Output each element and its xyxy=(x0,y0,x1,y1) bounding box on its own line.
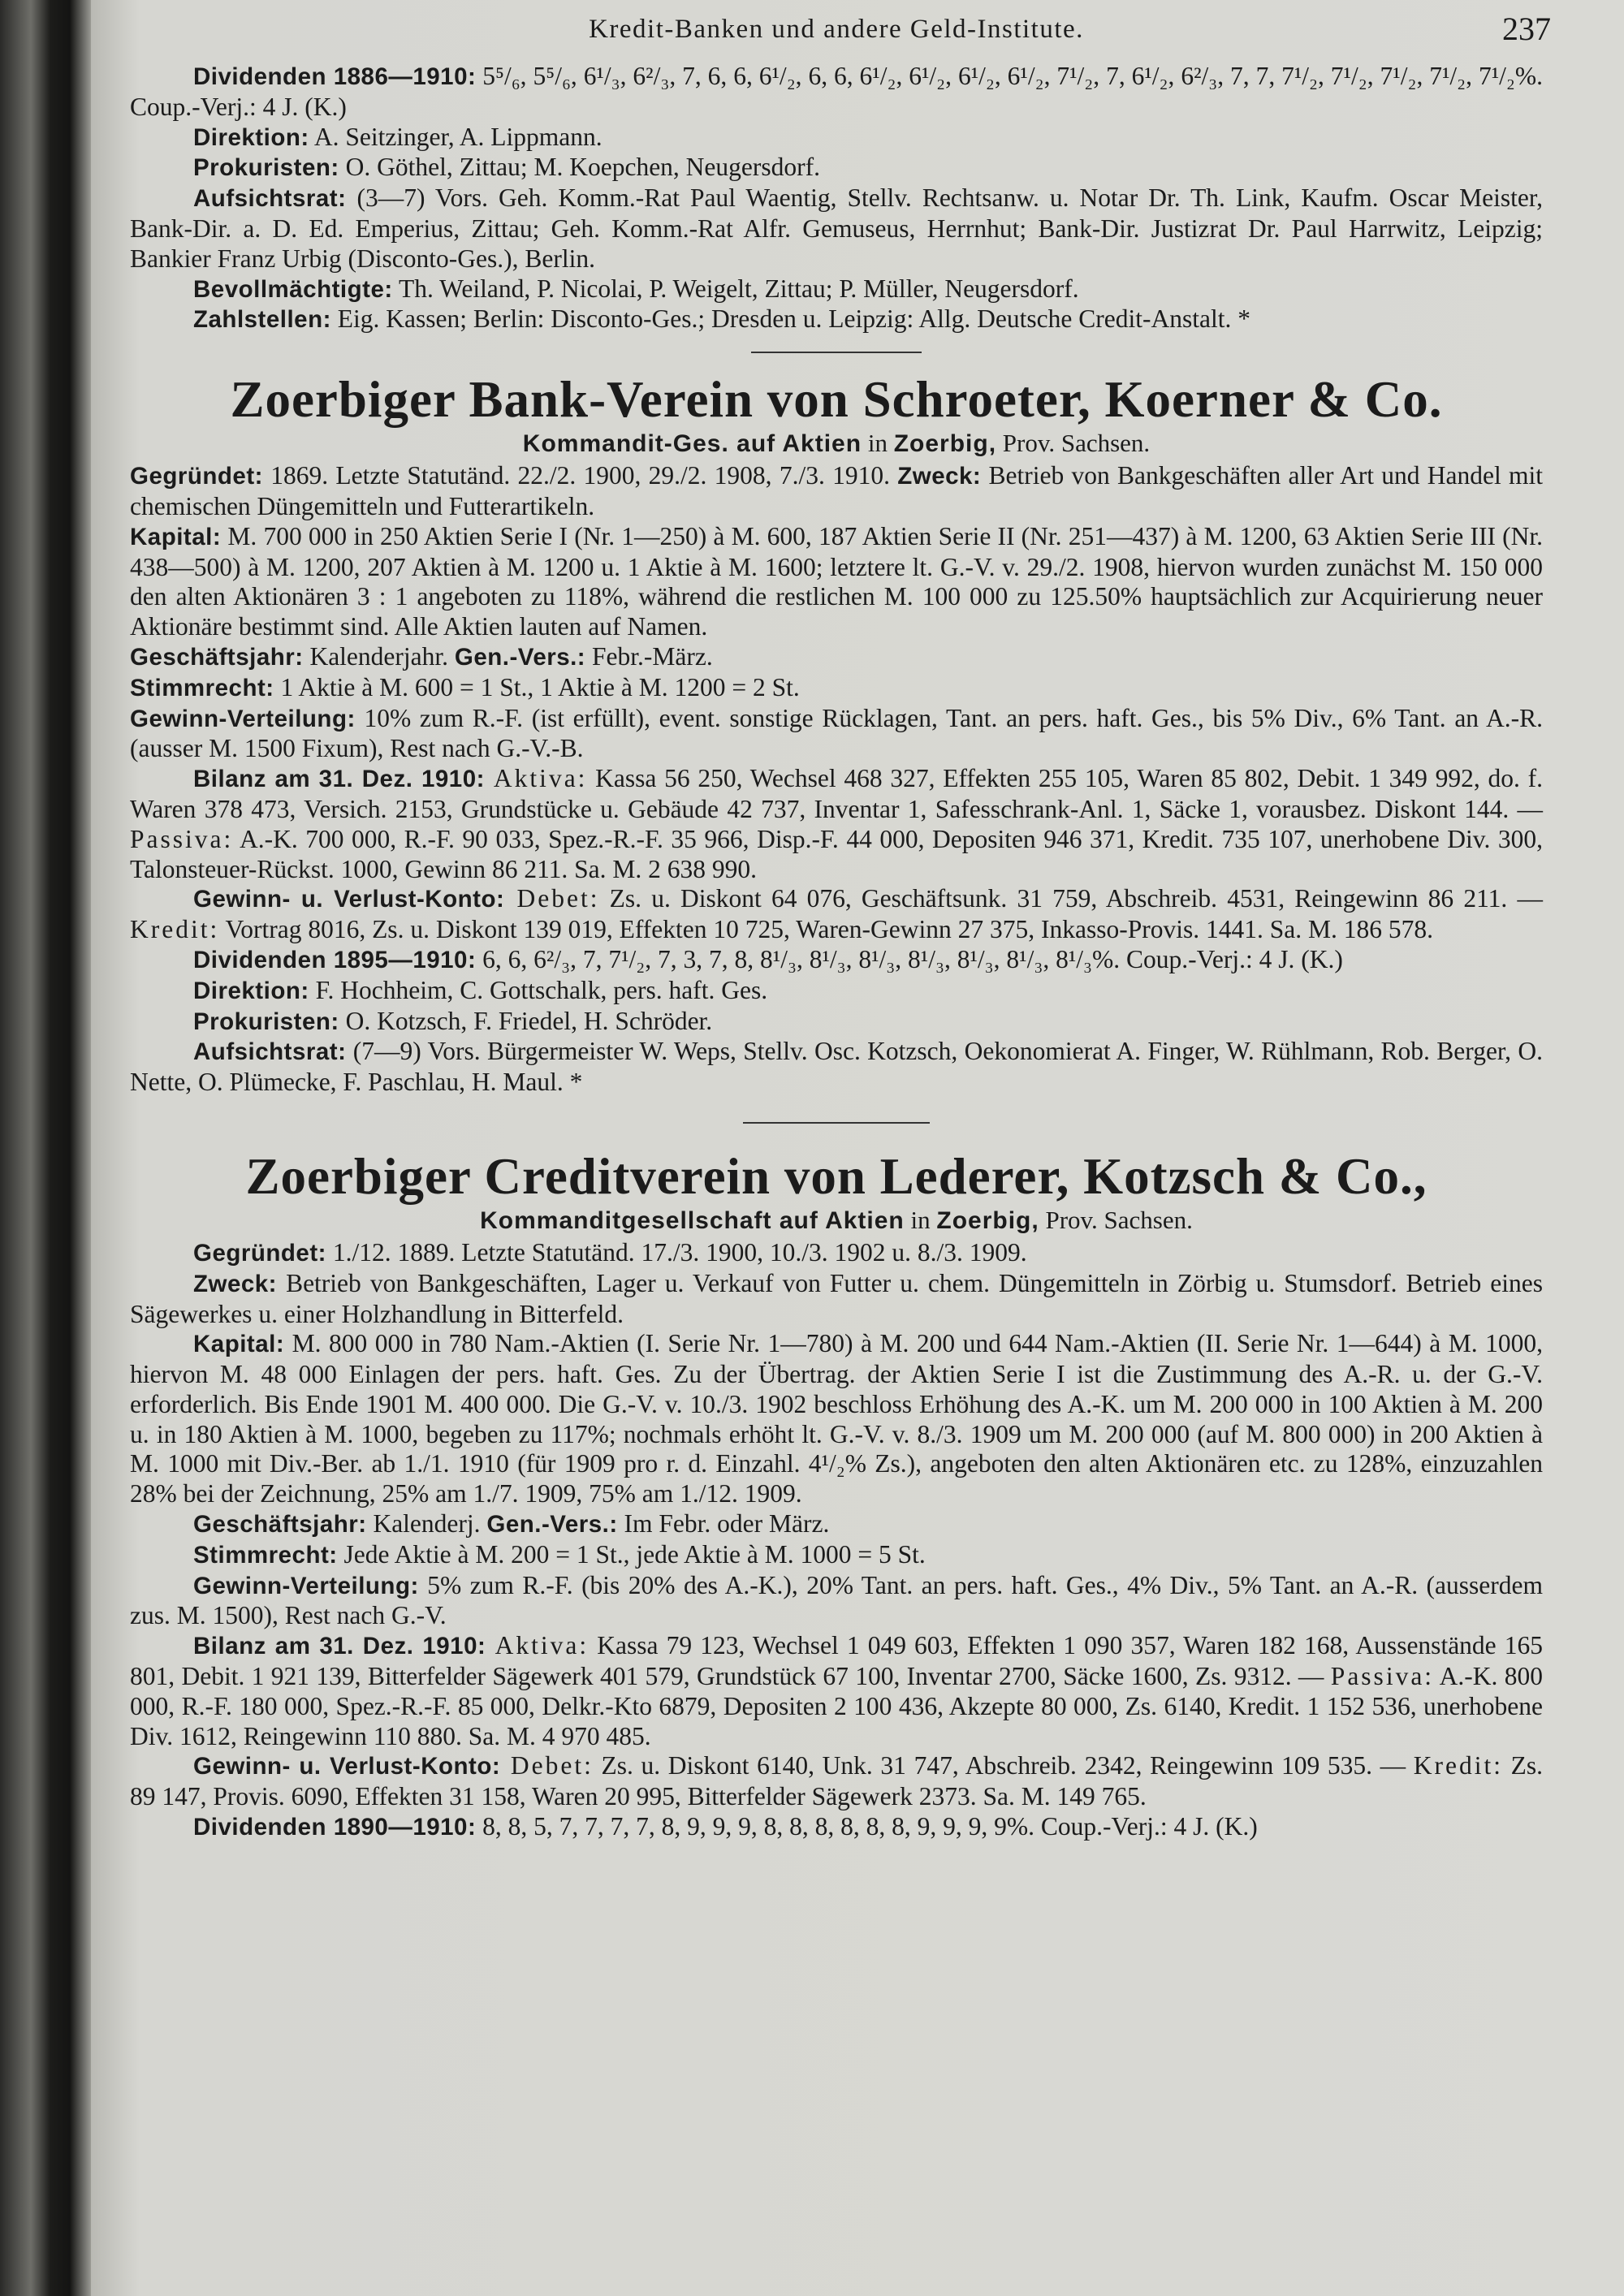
prev-zahlstellen-label: Zahlstellen: xyxy=(193,306,331,334)
passiva-word: Passiva: xyxy=(1330,1662,1435,1691)
kapital-text: M. 800 000 in 780 Nam.-Aktien (I. Serie Nr. 1—780) à M. 200 und 644 Nam.-Aktien (II. Serie Nr. 1—644) à M. 1000, hiervon M. 48 000 Einlagen der pers. haft. Ges. Zu der Übertrag. der Aktien Serie I ist die Zustimmung des A.-R. u. der G.-V. erforderlich. Bis Ende 1901 M. 400 000. Die G.-V. v. 10./3. 1902 beschloss Erhöhung des A.-K. um M. 200 000 in 100 Aktien à M. 200 u. in 180 Aktien à M. 1000, begeben zu 117%; nochmals erhöht lt. G.-V. v. 8./3. 1909 um M. 200 000 (auf M. 800 000) in 200 Aktien à M. 1000 mit Div.-Ber. ab 1./1. 1910 (für 1909 pro r. d. Einzahl. 4¹/₂% Zs.), angeboten den alten Aktionären etc. zu 128%, einzuzahlen 28% bei der Zeichnung, 25% am 1./7. 1909, 75% am 1./12. 1909. xyxy=(130,1329,1543,1508)
page-number: 237 xyxy=(1502,11,1551,47)
kredit-word: Kredit: xyxy=(1413,1751,1503,1780)
prev-bevollmaechtigte-label: Bevollmächtigte: xyxy=(193,275,393,303)
prev-dividenden-label: Dividenden 1886—1910: xyxy=(193,63,477,90)
aufsichtsrat-text: (7—9) Vors. Bürgermeister W. Weps, Stellv. Osc. Kotzsch, Oekonomierat A. Finger, W. Rühlmann, Rob. Berger, O. Nette, O. Plümecke, F. Paschlau, H. Maul. * xyxy=(130,1037,1543,1097)
prokuristen-label: Prokuristen: xyxy=(193,1008,339,1035)
gewinn-verteilung-text: 10% zum R.-F. (ist erfüllt), event. sonstige Rücklagen, Tant. an pers. haft. Ges., bis 5% Div., 6% Tant. an A.-R. (ausser M. 1500 Fixum), Rest nach G.-V.-B. xyxy=(130,703,1543,763)
dividenden-text: 8, 8, 5, 7, 7, 7, 7, 8, 9, 9, 9, 8, 8, 8, 8, 8, 8, 9, 9, 9, 9%. Coup.-Verj.: 4 J. (K.) xyxy=(476,1812,1258,1841)
running-title: Kredit-Banken und andere Geld-Institute. xyxy=(589,15,1084,44)
passiva-word: Passiva: xyxy=(130,824,234,853)
location: Zoerbig, xyxy=(936,1206,1039,1234)
dividenden-label: Dividenden 1895—1910: xyxy=(193,946,477,973)
section-divider xyxy=(743,1122,930,1124)
zweck-label: Zweck: xyxy=(193,1270,278,1297)
stimmrecht-label: Stimmrecht: xyxy=(193,1541,338,1569)
dividenden-label: Dividenden 1890—1910: xyxy=(193,1814,477,1841)
gen-vers-label: Gen.-Vers.: xyxy=(454,643,586,671)
entry-zoerbiger-creditverein xyxy=(130,1148,1543,1843)
dividenden-text: 6, 6, 6²/₃, 7, 7¹/₂, 7, 3, 7, 8, 8¹/₃, 8¹/₃, 8¹/₃, 8¹/₃, 8¹/₃, 8¹/₃, 8¹/₃%. Coup.-Verj.: 4 J. (K.) xyxy=(476,944,1343,973)
stimmrecht-label: Stimmrecht: xyxy=(130,674,274,701)
bilanz-aktiva: Kassa 56 250, Wechsel 468 327, Effekten 255 105, Waren 85 802, Debit. 1 349 992, do. f. Waren 378 473, Versich. 2153, Grundstücke u. Gebäude 42 737, Inventar 1, Safesschrank-Anl. 1, Säcke 1, vorausbez. Diskont 144. — xyxy=(130,764,1543,823)
aufsichtsrat-label: Aufsichtsrat: xyxy=(193,1038,347,1066)
stimmrecht-text: Jede Aktie à M. 200 = 1 St., jede Aktie à M. 1000 = 5 St. xyxy=(337,1539,926,1569)
geschaeftsjahr-text: Kalenderj. xyxy=(366,1509,487,1539)
subtitle-in: in xyxy=(904,1205,937,1234)
guv-label: Gewinn- u. Verlust-Konto: xyxy=(193,886,505,913)
page-content xyxy=(130,11,1551,1843)
prev-prokuristen-text: O. Göthel, Zittau; M. Koepchen, Neugersdorf. xyxy=(339,153,820,182)
aktiva-word: Aktiva: xyxy=(484,764,588,793)
bilanz-passiva: A.-K. 800 000, R.-F. 180 000, Spez.-R.-F. 85 000, Delkr.-Kto 6879, Depositen 2 100 436, Akzepte 80 000, Zs. 6140, Kredit. 1 152 536, unerhobene Div. 1612, Reingewinn 110 880. Sa. M. 4 970 485. xyxy=(130,1662,1544,1750)
book-page xyxy=(91,0,1624,2296)
debet-word: Debet: xyxy=(500,1751,594,1780)
legal-form: Kommandit-Ges. auf Aktien xyxy=(522,430,862,458)
direktion-label: Direktion: xyxy=(193,977,309,1004)
kapital-label: Kapital: xyxy=(130,523,222,550)
prev-zahlstellen-text: Eig. Kassen; Berlin: Disconto-Ges.; Dresden u. Leipzig: Allg. Deutsche Credit-Anstalt. * xyxy=(330,304,1250,334)
gen-vers-text: Febr.-März. xyxy=(585,641,713,671)
guv-kredit: Vortrag 8016, Zs. u. Diskont 139 019, Effekten 10 725, Waren-Gewinn 27 375, Inkasso-Provis. 1441. Sa. M. 186 578. xyxy=(219,915,1434,944)
zweck-text: Betrieb von Bankgeschäften, Lager u. Verkauf von Futter u. chem. Düngemitteln in Zörbig u. Stumsdorf. Betrieb eines Sägewerkes u. einer Holzhandlung in Bitterfeld. xyxy=(130,1268,1543,1328)
bilanz-aktiva: Kassa 79 123, Wechsel 1 049 603, Effekten 1 090 357, Waren 182 168, Aussenstände 165 801, Debit. 1 921 139, Bitterfelder Sägewerk 401 579, Grundstück 67 100, Inventar 2700, Säcke 1600, Zs. 9312. — xyxy=(130,1631,1544,1691)
entry-title: Zoerbiger Bank-Verein von Schroeter, Koerner & Co. xyxy=(230,371,1443,429)
kapital-label: Kapital: xyxy=(193,1331,285,1358)
guv-label: Gewinn- u. Verlust-Konto: xyxy=(193,1753,501,1780)
prev-prokuristen-label: Prokuristen: xyxy=(193,154,339,182)
book-gutter xyxy=(0,0,91,2296)
prev-aufsichtsrat-label: Aufsichtsrat: xyxy=(193,185,347,213)
gen-vers-label: Gen.-Vers.: xyxy=(486,1511,618,1539)
bilanz-label: Bilanz am 31. Dez. 1910: xyxy=(193,1633,486,1660)
gegruendet-label: Gegründet: xyxy=(130,463,263,490)
geschaeftsjahr-label: Geschäftsjahr: xyxy=(193,1511,367,1539)
prev-dividenden-text: 5⁵/₆, 5⁵/₆, 6¹/₃, 6²/₃, 7, 6, 6, 6¹/₂, 6, 6, 6¹/₂, 6¹/₂, 6¹/₂, 6¹/₂, 7¹/₂, 7, 6¹/₂, 6²/₃, 7, 7, 7¹/₂, 7¹/₂, 7¹/₂, 7¹/₂, 7¹/₂%. Coup.-Verj.: 4 J. (K.) xyxy=(130,62,1543,121)
direktion-text: F. Hochheim, C. Gottschalk, pers. haft. Ges. xyxy=(309,975,768,1004)
gegruendet-text: 1869. Letzte Statutänd. 22./2. 1900, 29./2. 1908, 7./3. 1910. xyxy=(262,461,898,490)
gewinn-verteilung-label: Gewinn-Verteilung: xyxy=(130,705,356,732)
gewinn-verteilung-text: 5% zum R.-F. (bis 20% des A.-K.), 20% Tant. an pers. haft. Ges., 4% Div., 5% Tant. an A.-R. (ausserdem zus. M. 1500), Rest nach G.-V. xyxy=(130,1570,1543,1630)
subtitle-in: in xyxy=(862,429,894,458)
stimmrecht-text: 1 Aktie à M. 600 = 1 St., 1 Aktie à M. 1200 = 2 St. xyxy=(274,672,800,701)
entry-title: Zoerbiger Creditverein von Lederer, Kotzsch & Co., xyxy=(245,1147,1427,1205)
guv-debet: Zs. u. Diskont 64 076, Geschäftsunk. 31 759, Abschreib. 4531, Reingewinn 86 211. — xyxy=(599,884,1543,913)
geschaeftsjahr-text: Kalenderjahr. xyxy=(303,641,455,671)
zweck-text: Betrieb von Bankgeschäften aller Art und Handel mit chemischen Düngemitteln und Futterartikeln. xyxy=(130,461,1543,520)
prokuristen-text: O. Kotzsch, F. Friedel, H. Schröder. xyxy=(339,1006,713,1035)
debet-word: Debet: xyxy=(504,884,600,913)
zweck-label: Zweck: xyxy=(897,463,982,490)
prev-bevollmaechtigte-text: Th. Weiland, P. Nicolai, P. Weigelt, Zittau; P. Müller, Neugersdorf. xyxy=(392,274,1079,303)
entry-subtitle xyxy=(130,1205,1543,1236)
bilanz-passiva: A.-K. 700 000, R.-F. 90 033, Spez.-R.-F. 35 966, Disp.-F. 44 000, Depositen 946 371, Kredit. 735 107, unerhobene Div. 300, Talonsteuer-Rückst. 1000, Gewinn 86 211. Sa. M. 2 638 990. xyxy=(130,824,1543,883)
bilanz-label: Bilanz am 31. Dez. 1910: xyxy=(193,766,485,793)
prev-aufsichtsrat-text: (3—7) Vors. Geh. Komm.-Rat Paul Waentig, Stellv. Rechtsanw. u. Notar Dr. Th. Link, Kaufm. Oscar Meister, Bank-Dir. a. D. Ed. Emperius, Zittau; Geh. Komm.-Rat Alfr. Gemuseus, Herrnhut; Bank-Dir. Justizrat Dr. Paul Harrwitz, Leipzig; Bankier Franz Urbig (Disconto-Ges.), Berlin. xyxy=(130,183,1543,273)
province: Prov. Sachsen. xyxy=(1039,1205,1193,1234)
running-head xyxy=(130,11,1551,62)
prev-direktion-label: Direktion: xyxy=(193,123,309,151)
geschaeftsjahr-label: Geschäftsjahr: xyxy=(130,643,304,671)
guv-debet: Zs. u. Diskont 6140, Unk. 31 747, Abschreib. 2342, Reingewinn 109 535. — xyxy=(593,1751,1414,1780)
kredit-word: Kredit: xyxy=(130,915,220,944)
section-divider xyxy=(751,352,922,353)
entry-subtitle xyxy=(130,428,1543,460)
province: Prov. Sachsen. xyxy=(996,429,1151,458)
gewinn-verteilung-label: Gewinn-Verteilung: xyxy=(193,1572,419,1599)
entry-zoerbiger-bank-verein xyxy=(130,371,1543,1098)
guv-kredit: Zs. 89 147, Provis. 6090, Effekten 31 158, Waren 20 995, Bitterfelder Sägewerk 2373. Sa. M. 149 765. xyxy=(130,1751,1543,1811)
aktiva-word: Aktiva: xyxy=(486,1631,590,1660)
kapital-text: M. 700 000 in 250 Aktien Serie I (Nr. 1—250) à M. 600, 187 Aktien Serie II (Nr. 251—437) à M. 1200, 63 Aktien Serie III (Nr. 438—500) à M. 1200, 207 Aktien à M. 1200 u. 1 Aktie à M. 1600; letztere lt. G.-V. v. 29./2. 1908, hiervon wurden zunächst M. 150 000 den alten Aktionären 3 : 1 angeboten zu 118%, während die restlichen M. 100 000 zu 125.50% hauptsächlich zur Acquirierung neuer Aktionäre bestimmt sind. Alle Aktien lauten auf Namen. xyxy=(130,521,1543,641)
prev-direktion-text: A. Seitzinger, A. Lippmann. xyxy=(309,122,603,151)
gen-vers-text: Im Febr. oder März. xyxy=(617,1509,830,1539)
legal-form: Kommanditgesellschaft auf Aktien xyxy=(480,1206,905,1234)
gegruendet-text: 1./12. 1889. Letzte Statutänd. 17./3. 1900, 10./3. 1902 u. 8./3. 1909. xyxy=(326,1237,1027,1267)
previous-entry xyxy=(130,62,1543,335)
location: Zoerbig, xyxy=(893,430,997,458)
gegruendet-label: Gegründet: xyxy=(193,1239,326,1267)
